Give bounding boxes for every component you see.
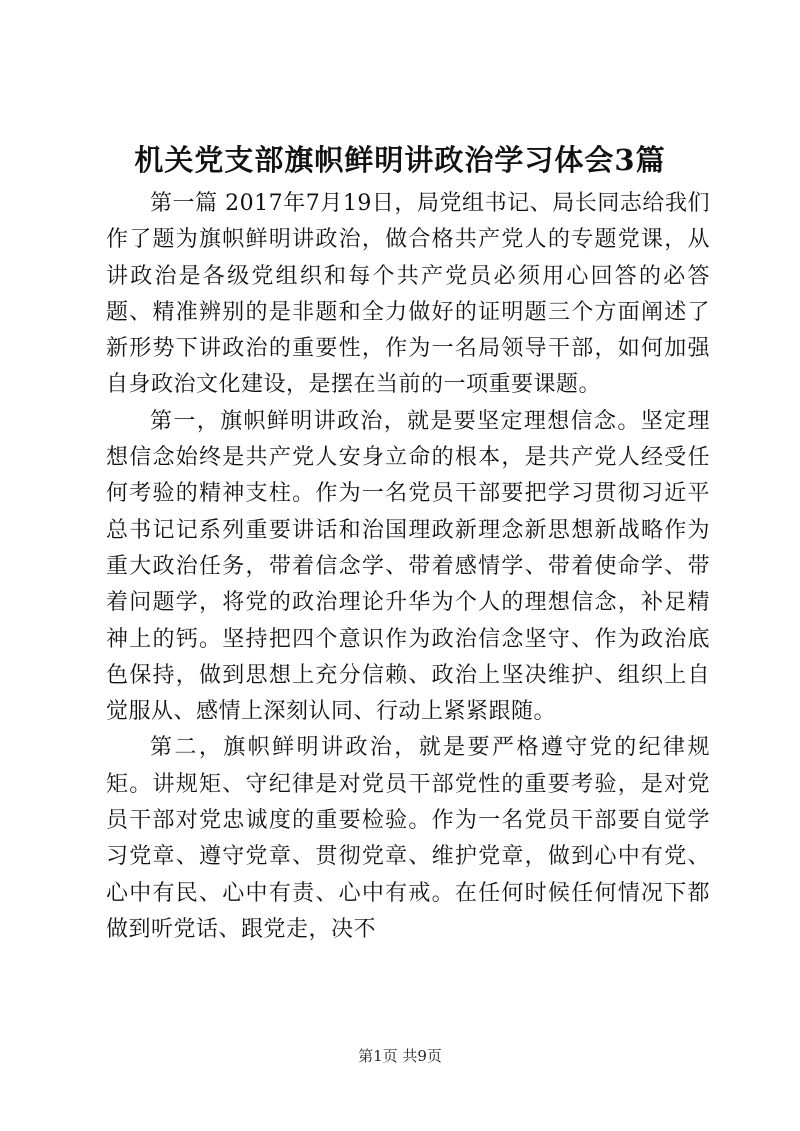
page-number-footer: 第1页 共9页 (358, 1047, 442, 1065)
paragraph-first-point: 第一，旗帜鲜明讲政治，就是要坚定理想信念。坚定理想信念始终是共产党人安身立命的根本，是共产党人经受任何考验的精神支柱。作为一名党员干部要把学习贯彻习近平总书记记系列重要讲话和治国理政新理念新思想新战略作为重大政治任务，带着信念学、带着感情学、带着使命学、带着问题学，将党的政治理论升华为个人的理想信念，补足精神上的钙。坚持把四个意识作为政治信念坚守、作为政治底色保持，做到思想上充分信赖、政治上坚决维护、组织上自觉服从、感情上深刻认同、行动上紧紧跟随。 (106, 408, 710, 725)
paragraph-second-point: 第二，旗帜鲜明讲政治，就是要严格遵守党的纪律规矩。讲规矩、守纪律是对党员干部党性的重要考验，是对党员干部对党忠诚度的重要检验。作为一名党员干部要自觉学习党章、遵守党章、贯彻党章、维护党章，做到心中有党、心中有民、心中有责、心中有戒。在任何时候任何情况下都做到听党话、跟党走，决不 (106, 735, 710, 942)
document-body (106, 186, 710, 948)
document-title: 机关党支部旗帜鲜明讲政治学习体会3篇 (134, 143, 666, 177)
paragraph-intro: 第一篇 2017年7月19日，局党组书记、局长同志给我们作了题为旗帜鲜明讲政治，做合格共产党人的专题党课，从讲政治是各级党组织和每个共产党员必须用心回答的必答题、精准辨别的是非题和全力做好的证明题三个方面阐述了新形势下讲政治的重要性，作为一名局领导干部，如何加强自身政治文化建设，是摆在当前的一项重要课题。 (106, 191, 710, 398)
